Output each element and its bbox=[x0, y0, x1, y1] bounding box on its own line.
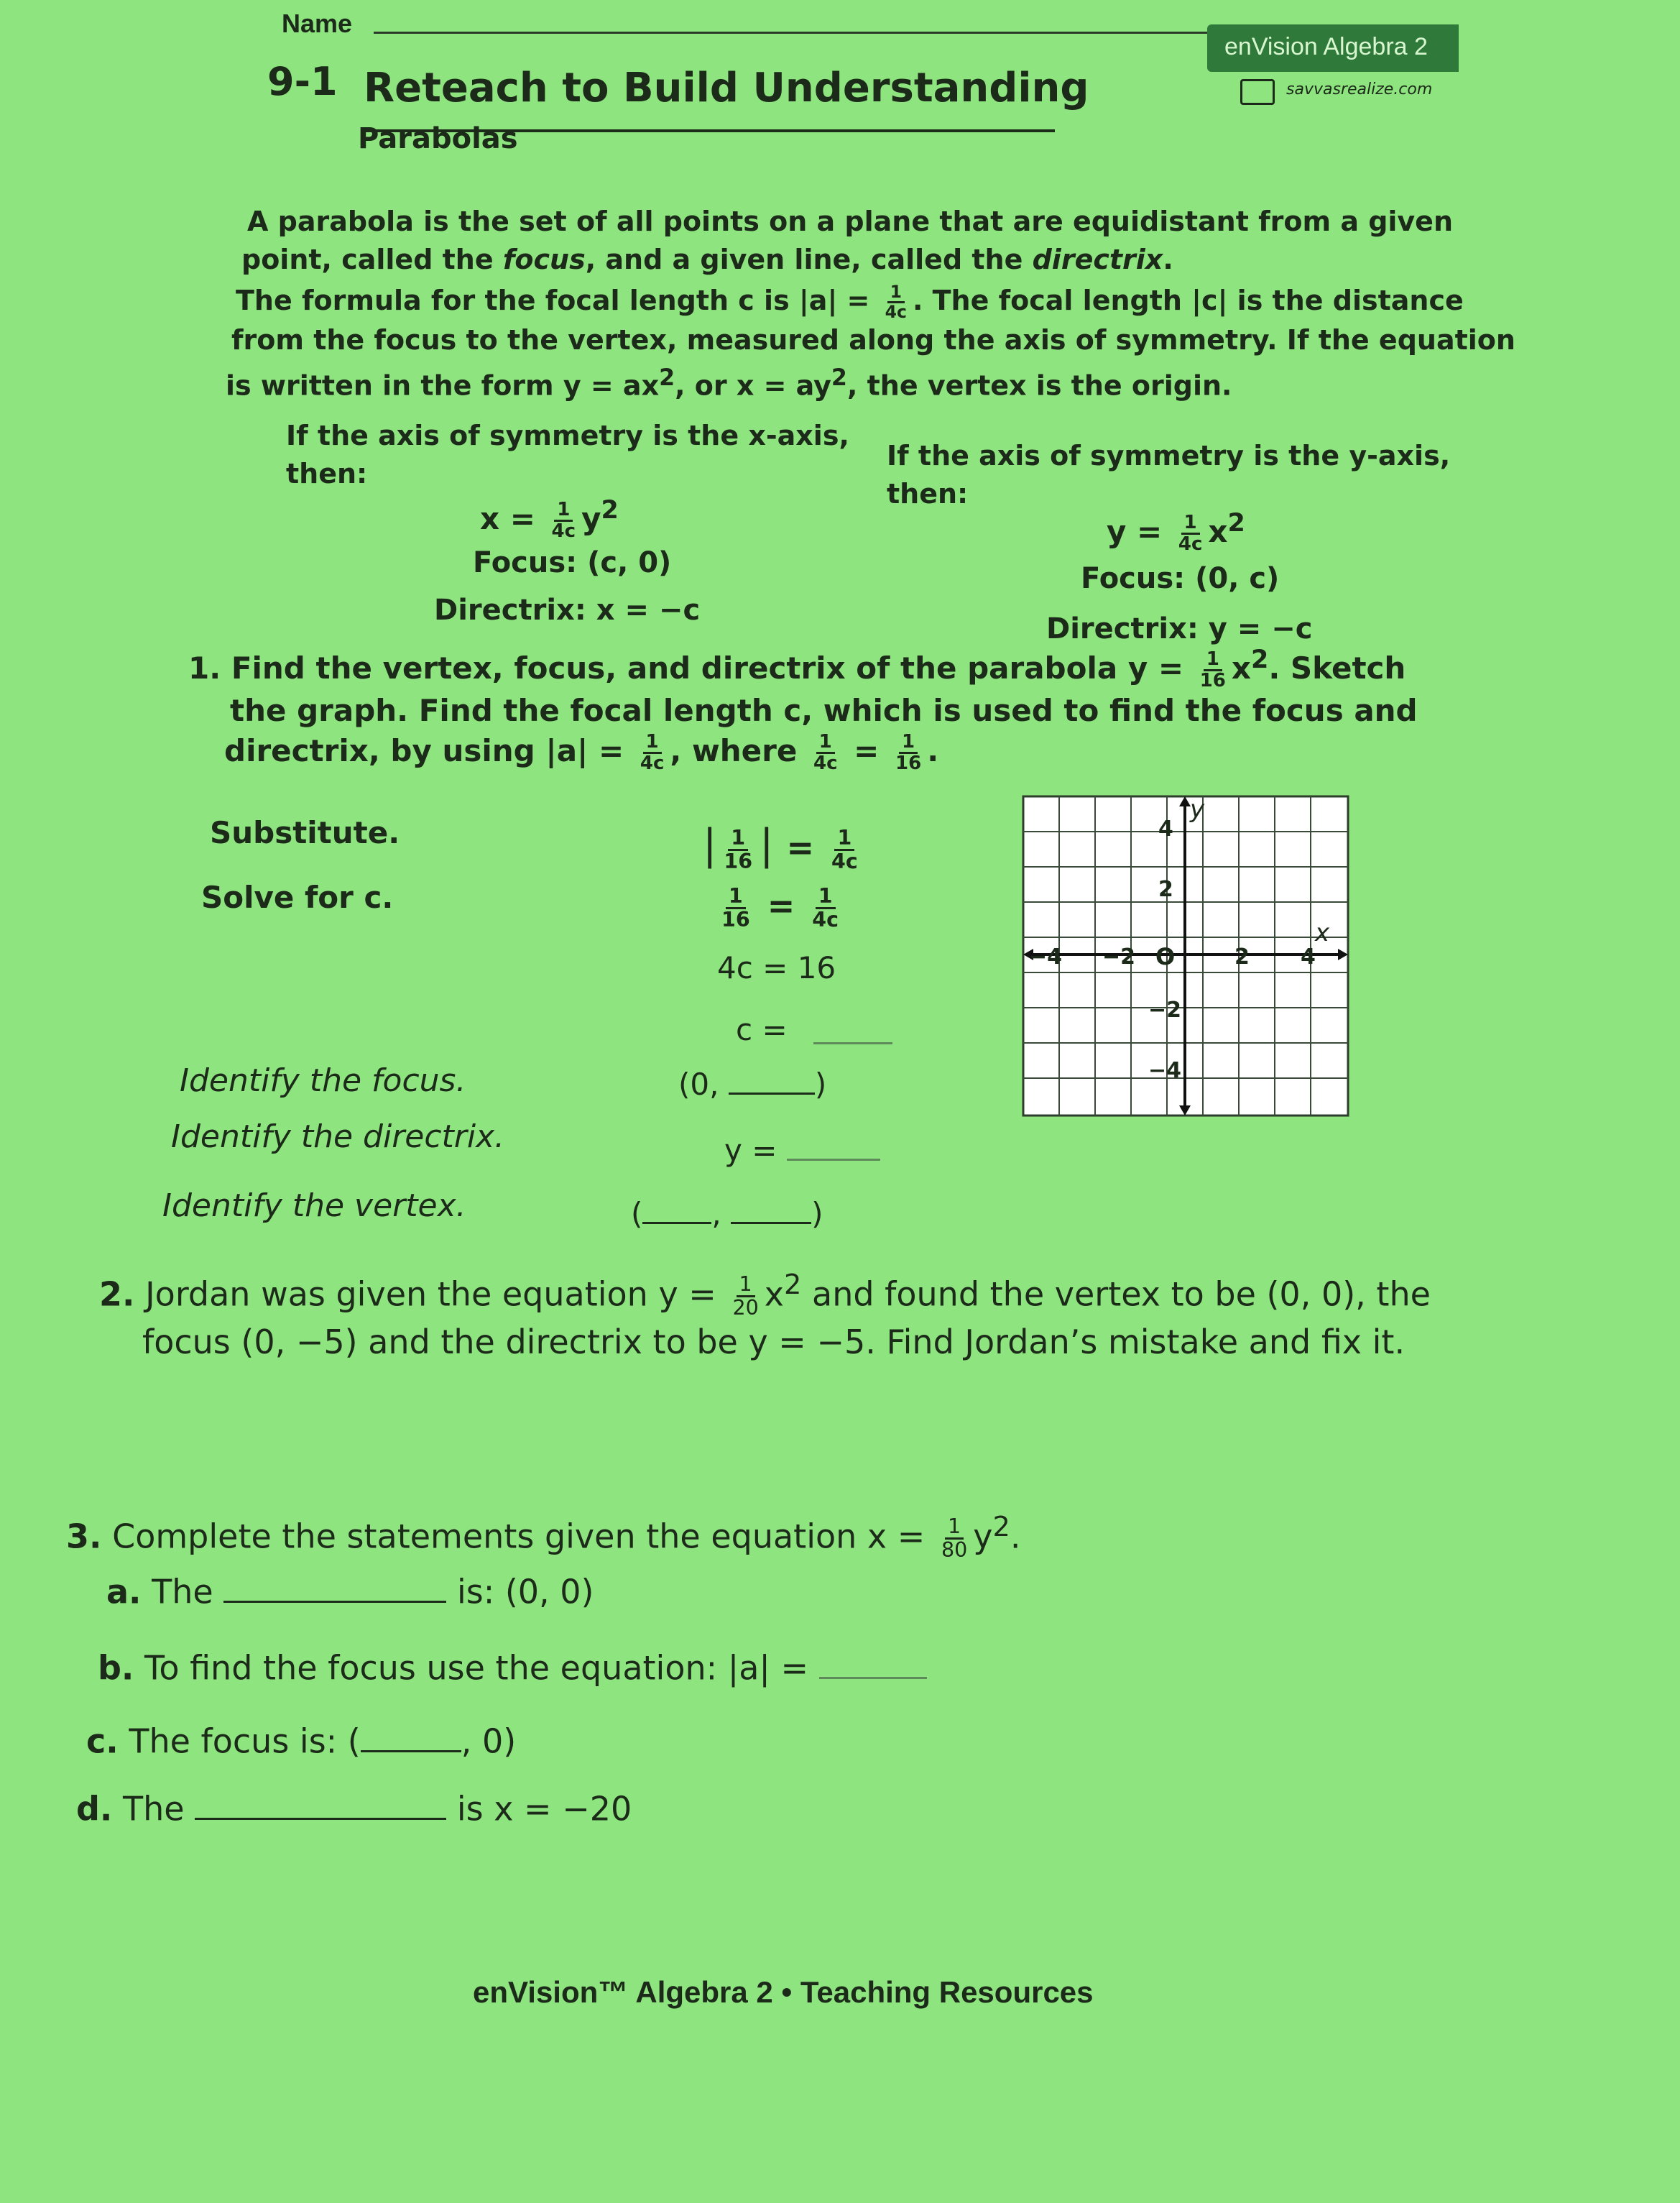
x-tick-neg2: −2 bbox=[1102, 944, 1136, 970]
xaxis-equation: x = $\frac{1}{4c}$ $y^2$ bbox=[480, 496, 619, 542]
c-answer-blank[interactable] bbox=[813, 1042, 892, 1044]
q3c-blank[interactable] bbox=[361, 1721, 461, 1752]
x-tick-neg4: −4 bbox=[1029, 944, 1063, 970]
q3c-item: c. The focus is: ( , 0) bbox=[86, 1721, 517, 1761]
q3d-blank[interactable] bbox=[195, 1788, 446, 1820]
name-label: Name bbox=[282, 9, 353, 38]
q3b-item: b. To find the focus use the equation: |a| = bbox=[98, 1647, 927, 1687]
solve-step: $\frac{1}{16}$ = $\frac{1}{4c}$ bbox=[721, 884, 839, 932]
origin-label: O bbox=[1155, 943, 1176, 970]
vertex-y-blank[interactable] bbox=[731, 1195, 811, 1224]
focus-answer: (0, ) bbox=[678, 1066, 827, 1102]
yaxis-equation: y = $\frac{1}{4c}$ $x^2$ bbox=[1107, 509, 1245, 555]
name-line[interactable] bbox=[374, 32, 1207, 34]
xaxis-directrix: Directrix: x = −c bbox=[434, 594, 701, 627]
page-title: Reteach to Build Understanding bbox=[364, 65, 1089, 111]
y-tick-neg2: −2 bbox=[1148, 998, 1182, 1023]
x-tick-4: 4 bbox=[1301, 944, 1316, 970]
brand-text: enVision Algebra 2 bbox=[1224, 33, 1428, 60]
focus-blank[interactable] bbox=[729, 1065, 815, 1095]
step-c: c = bbox=[736, 1012, 788, 1047]
identify-focus-label: Identify the focus. bbox=[180, 1062, 466, 1099]
yaxis-focus: Focus: (0, c) bbox=[1081, 562, 1280, 595]
q3a-blank[interactable] bbox=[223, 1571, 446, 1603]
directrix-answer: y = bbox=[724, 1131, 880, 1168]
page-footer: enVision™ Algebra 2 • Teaching Resources bbox=[473, 1975, 1094, 2009]
q3a-item: a. The is: (0, 0) bbox=[106, 1572, 594, 1611]
substitute-label: Substitute. bbox=[210, 815, 400, 850]
step-4c: 4c = 16 bbox=[717, 950, 836, 985]
xaxis-heading: If the axis of symmetry is the x-axis, then: bbox=[286, 420, 849, 489]
graph-x-label: x bbox=[1315, 919, 1330, 947]
realize-url: savvasrealize.com bbox=[1286, 81, 1433, 98]
q1-prompt: 1. Find the vertex, focus, and directrix of the parabola y = $\frac{1}{16}$ $x^2$. Sketch the graph. Find the focal length c, which is used to find the focus and directrix, by using |a| = $\frac{1}{4c}$ , where $\frac{1}{4c}$ = $\frac{1}{16}$ . bbox=[188, 645, 1418, 775]
realize-icon bbox=[1240, 79, 1275, 105]
brand-tab bbox=[1207, 24, 1459, 72]
x-tick-2: 2 bbox=[1234, 944, 1250, 970]
identify-directrix-label: Identify the directrix. bbox=[171, 1118, 505, 1155]
q3b-blank[interactable] bbox=[819, 1647, 927, 1679]
solve-label: Solve for c. bbox=[201, 880, 394, 915]
y-tick-neg4: −4 bbox=[1148, 1058, 1182, 1083]
xaxis-focus: Focus: (c, 0) bbox=[473, 546, 672, 579]
focal-length-text: The formula for the focal length c is |a| = $\frac{1}{4c}$ . The focal length |c| is the distance from the focus to the vertex, measured along the axis of symmetry. If the equation is written in the form $y = ax^2$, or $x = ay^2$, the vertex is the origin. bbox=[226, 282, 1515, 402]
q3-prompt: 3. Complete the statements given the equation x = $\frac{1}{80}$ $y^2$. bbox=[66, 1511, 1021, 1563]
identify-vertex-label: Identify the vertex. bbox=[162, 1187, 466, 1224]
yaxis-directrix: Directrix: y = −c bbox=[1046, 612, 1313, 645]
vertex-answer: ( , ) bbox=[631, 1195, 823, 1231]
q3d-item: d. The is x = −20 bbox=[76, 1789, 632, 1829]
definition: A parabola is the set of all points on a plane that are equidistant from a given point, called the focus, and a given line, called the directrix. bbox=[241, 206, 1454, 275]
yaxis-heading: If the axis of symmetry is the y-axis, then: bbox=[887, 440, 1451, 510]
vertex-x-blank[interactable] bbox=[642, 1195, 711, 1224]
directrix-blank[interactable] bbox=[787, 1131, 880, 1161]
y-tick-2: 2 bbox=[1158, 877, 1173, 902]
q2-prompt: 2. Jordan was given the equation y = $\frac{1}{20}$ $x^2$ and found the vertex to be (0, 0), the focus (0, −5) and the directrix to be y = −5. Find Jordan’s mistake and fix it. bbox=[99, 1269, 1431, 1362]
substitute-step: | $\frac{1}{16}$ | = $\frac{1}{4c}$ bbox=[703, 821, 858, 873]
lesson-number: 9-1 bbox=[267, 59, 338, 104]
page-subtitle: Parabolas bbox=[358, 122, 518, 155]
y-tick-4: 4 bbox=[1158, 817, 1173, 842]
graph-y-label: y bbox=[1190, 795, 1205, 824]
